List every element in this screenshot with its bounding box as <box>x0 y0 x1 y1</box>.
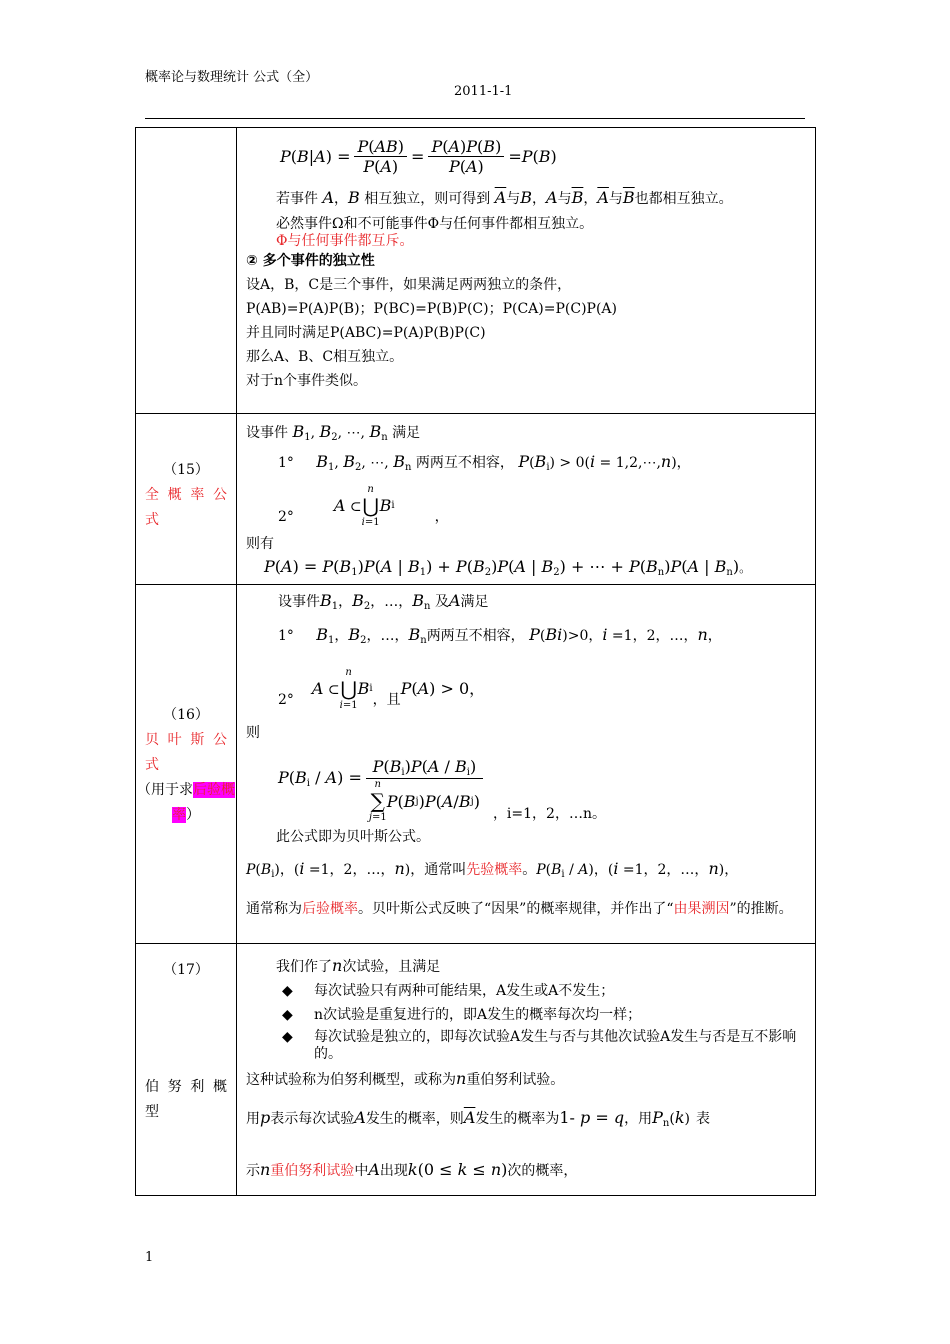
highlight: 后验概率 <box>302 901 358 917</box>
right-cell <box>237 585 816 944</box>
text: 表 <box>695 1111 710 1127</box>
left-cell <box>136 414 237 585</box>
text: 表示每次试验 <box>270 1111 355 1127</box>
bayes-formula: $P(B_i / A)$ = $P(B_i)P(A / B_i)$ n ∑ j=1 P ( B j ) P ( A / B j ) ，i=1，2，…n。 <box>278 757 606 823</box>
right-cell <box>237 128 816 414</box>
text: （用于求 <box>137 782 193 798</box>
text: 设事件 <box>278 594 320 610</box>
condition-1: 1° $B_1$，$B_2$，…，$B_n$两两互不相容， P(Bi)>0，i =1，2，…，n， <box>278 625 722 646</box>
intro: 设事件 $B_1$, $B_2$, ⋯, $B_n$ 满足 <box>246 422 421 443</box>
intro: 我们作了n次试验，且满足 <box>276 956 441 975</box>
paragraph: 对于n个事件类似。 <box>246 373 368 389</box>
highlight: 后验概率 <box>172 782 235 823</box>
text: ） <box>186 807 200 823</box>
text: ，i=1，2，…n。 <box>492 806 606 822</box>
list-item <box>246 981 807 1001</box>
row-label <box>136 585 236 828</box>
text: ，用 <box>624 1111 653 1127</box>
paragraph: 并且同时满足P(ABC)=P(A)P(B)P(C) <box>246 325 486 341</box>
posterior-paragraph <box>246 897 807 921</box>
text: 次试验，且满足 <box>342 959 441 975</box>
formula-name: 伯 努 利 概 型 <box>145 1079 227 1120</box>
table-row <box>136 414 816 585</box>
independence-paragraph: 若事件 A，B 相互独立，则可得到 $\overline{A}$与B，A与$\overline{B}$，$\overline{A}$与$\overline{B}$也都相互独立。 <box>276 188 733 207</box>
left-cell <box>136 585 237 944</box>
text: 满足 <box>460 594 489 610</box>
diamond-bullet-icon: ◆ <box>282 1007 293 1023</box>
text: 中 <box>354 1163 369 1179</box>
row-label <box>136 414 236 533</box>
text: 每次试验是独立的，即每次试验A发生与否与其他次试验A发生与否是互不影响的。 <box>314 1029 797 1062</box>
text: ”的推断。 <box>729 901 793 917</box>
condition-2: 2° A ⊂ n ⋃ i=1 B i ，且 P(A) > 0， <box>278 667 486 711</box>
intro: 设事件$B_1$，$B_2$，…，$B_n$ 及A满足 <box>278 591 489 612</box>
text: 1° <box>278 628 294 644</box>
text: 用 <box>246 1111 260 1127</box>
text: 示 <box>246 1163 260 1179</box>
formula-name: 全 概 率 公 式 <box>145 487 227 528</box>
probability-notation: 用p表示每次试验A发生的概率，则$\overline{A}$发生的概率为1- p = q，用$P_n(k)$ 表 <box>246 1108 710 1129</box>
table-row <box>136 128 816 414</box>
right-cell <box>237 414 816 585</box>
header-title: 概率论与数理统计 公式（全） <box>145 70 319 85</box>
text: 出现 <box>379 1163 408 1179</box>
text: 相互独立，则可得到 <box>364 191 491 207</box>
text: >0， <box>567 628 603 644</box>
text: 也都相互独立。 <box>634 191 733 207</box>
text: 1° <box>278 455 294 471</box>
formula-name: 贝 叶 斯 公 式 <box>145 732 227 773</box>
row-number: （15） <box>163 462 209 478</box>
list-item <box>246 1005 807 1025</box>
text: 每次试验只有两种可能结果，A发生或A不发生； <box>314 983 615 999</box>
header-date: 2011-1-1 <box>454 84 513 99</box>
text: 2° <box>278 509 294 525</box>
page-number: 1 <box>145 1250 154 1265</box>
condition-1: 1° $B_1$, $B_2$, ⋯, $B_n$ 两两互不相容， $P(B_i) > 0(i$ = 1,2,⋯,n)， <box>278 452 691 473</box>
union-operator: n ⋃ i=1 <box>339 667 358 711</box>
conditional-independence-formula: P ( B | A ) = $\frac{P(AB)}{P(A)}$ = $\frac{P(A)P(B)}{P(A)}$ = P ( B ) <box>280 136 557 176</box>
certain-event-text: 必然事件Ω和不可能事件Φ与任何事件都相互独立。 <box>276 216 594 232</box>
impossible-event-text: Φ与任何事件都互斥。 <box>276 233 414 249</box>
text: 次的概率， <box>507 1163 578 1179</box>
bayes-note: 此公式即为贝叶斯公式。 <box>276 829 430 845</box>
formula-table <box>135 127 816 1196</box>
text: 满足 <box>392 425 421 441</box>
usage-note <box>136 778 236 828</box>
text: 两两互不相容， <box>426 628 525 644</box>
text: 我们作了 <box>276 959 332 975</box>
then-label: 则有 <box>246 536 274 552</box>
text: 设事件 <box>246 425 288 441</box>
table-row <box>136 585 816 944</box>
diamond-bullet-icon: ◆ <box>282 1029 293 1045</box>
text: ，且 <box>372 692 401 708</box>
text: 这种试验称为伯努利概型，或称为 <box>246 1072 456 1088</box>
prior-posterior: $P(B_i)$，(i =1，2，…，n)，通常叫先验概率。$P(B_i / A)$，(i =1，2，…，n)， <box>246 859 739 880</box>
then-label: 则 <box>246 725 260 741</box>
text: 重伯努利试验。 <box>466 1072 565 1088</box>
row-number: （17） <box>163 962 209 978</box>
highlight: 先验概率 <box>466 862 523 878</box>
highlight: 重伯努利试验 <box>270 1163 355 1179</box>
row-label <box>136 944 236 1125</box>
text: 及 <box>434 594 449 610</box>
bernoulli-definition: 这种试验称为伯努利概型，或称为n重伯努利试验。 <box>246 1069 565 1088</box>
paragraph: P(AB)=P(A)P(B)；P(BC)=P(B)P(C)；P(CA)=P(C)P(A) <box>246 301 617 317</box>
text: ，通常叫 <box>410 862 467 878</box>
table-row <box>136 944 816 1196</box>
condition-2: 2° A ⊂ n ⋃ i=1 B i ， <box>278 484 449 528</box>
text: 发生的概率为 <box>475 1111 560 1127</box>
text: 。贝叶斯公式反映了“因果”的概率规律，并作出了“ <box>358 901 674 917</box>
diamond-bullet-icon: ◆ <box>282 983 293 999</box>
section-subheading: ② 多个事件的独立性 <box>246 253 375 269</box>
highlight: 由果溯因 <box>673 901 730 917</box>
header-rule <box>145 118 805 119</box>
row-number: （16） <box>163 707 209 723</box>
text: 发生的概率，则 <box>365 1111 464 1127</box>
text: 两两互不相容， <box>415 455 514 471</box>
list-item <box>246 1029 807 1063</box>
paragraph: 设A，B，C是三个事件，如果满足两两独立的条件， <box>246 277 572 293</box>
text: 2° <box>278 692 294 708</box>
left-cell <box>136 944 237 1196</box>
probability-definition: 示n重伯努利试验中A出现k(0 ≤ k ≤ n)次的概率， <box>246 1160 578 1179</box>
right-cell <box>237 944 816 1196</box>
left-cell <box>136 128 237 414</box>
text: n次试验是重复进行的，即A发生的概率每次均一样； <box>314 1007 642 1023</box>
total-probability-formula: $P(A) = P(B_1)P(A$ | $B_1) + P(B_2)P(A$ | $B_2$) + ⋯ + $P(B_n)P(A$ | $B_n$)。 <box>264 557 752 578</box>
text: 通常称为 <box>246 901 302 917</box>
paragraph: 那么A、B、C相互独立。 <box>246 349 404 365</box>
text: 若事件 <box>276 191 318 207</box>
union-operator: n ⋃ i=1 <box>361 484 380 528</box>
